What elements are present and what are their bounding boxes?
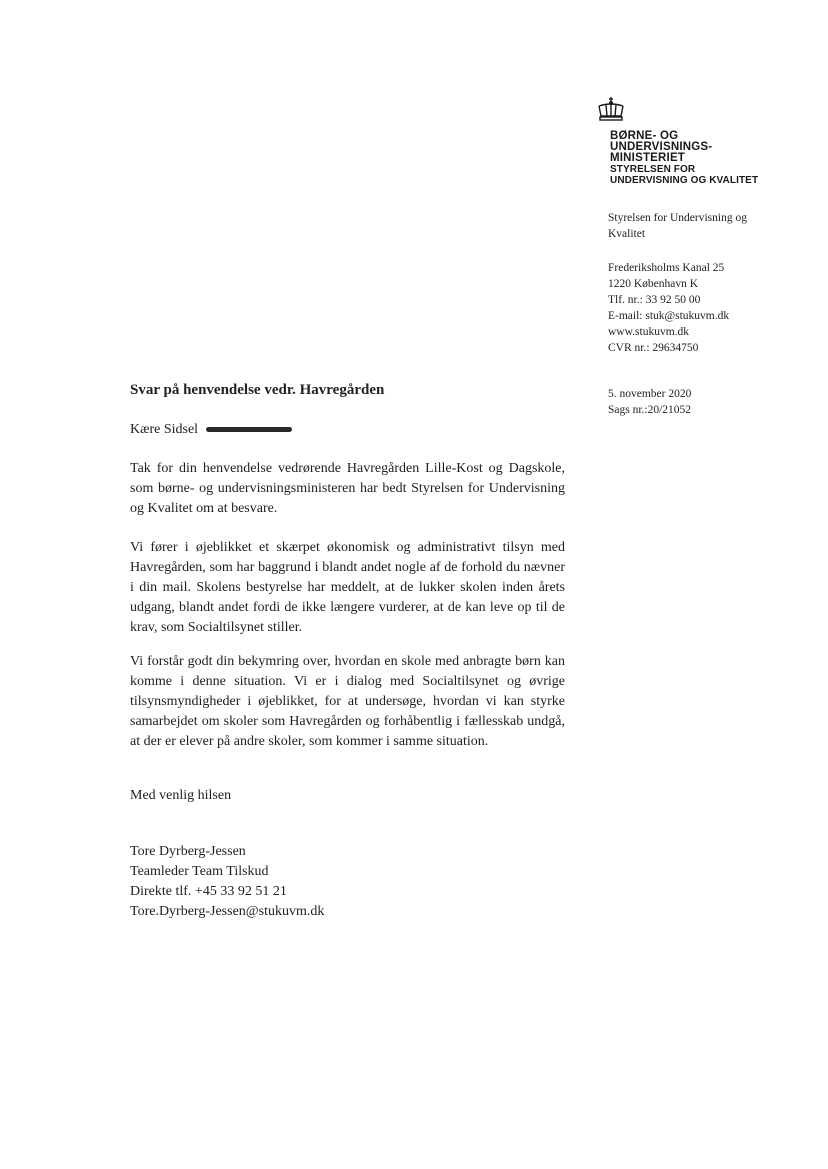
email-line: E-mail: stuk@stukuvm.dk: [608, 310, 730, 322]
body-paragraph: Vi forstår godt din bekymring over, hvordan en skole med anbragte børn kan komme i denne situation. Vi er i dialog med Socialtilsynet og øvrige tilsynsmyndigheder i øjeblikket, for at undersøge, hvordan vi kan styrke samarbejdet om skoler som Havregården og forhåbentlig i fællesskab undgå, at der er elever på andre skoler, som kommer i samme situation.: [130, 654, 565, 749]
letter-meta: [608, 386, 691, 418]
agency-line: STYRELSEN FOR: [610, 164, 696, 175]
body-paragraph: Tak for din henvendelse vedrørende Havregården Lille-Kost og Dagskole, som børne- og undervisningsministeren har bedt Styrelsen for Undervisning og Kvalitet om at besvare.: [130, 461, 565, 516]
letter-date: 5. november 2020: [608, 388, 692, 400]
cvr-line: CVR nr.: 29634750: [608, 342, 699, 354]
website-line: www.stukuvm.dk: [608, 326, 690, 338]
address-line: Frederiksholms Kanal 25: [608, 262, 725, 274]
case-number: Sags nr.:20/21052: [608, 404, 692, 416]
body-paragraph: Vi fører i øjeblikket et skærpet økonomisk og administrativt tilsyn med Havregården, som har baggrund i blandt andet nogle af de forhold du nævner i din mail. Skolens bestyrelse har meddelt, at de lukker skolen inden årets udgang, blandt andet fordi de ikke længere vurderer, at de kan leve op til de krav, som Socialtilsynet stiller.: [130, 540, 565, 635]
ministry-letterhead: [610, 131, 758, 186]
ministry-line: BØRNE- OG: [610, 130, 679, 142]
ministry-line: MINISTERIET: [610, 152, 686, 164]
phone-line: Tlf. nr.: 33 92 50 00: [608, 294, 701, 306]
sender-address: [608, 260, 729, 356]
sender-agency-name: Styrelsen for Undervisning og Kvalitet: [608, 212, 747, 240]
redacted-surname: [206, 427, 292, 432]
signer-name: Tore Dyrberg-Jessen: [130, 844, 246, 859]
closing-line: Med venlig hilsen: [130, 788, 232, 803]
signer-email: Tore.Dyrberg-Jessen@stukuvm.dk: [130, 904, 325, 919]
agency-line: UNDERVISNING OG KVALITET: [610, 175, 759, 186]
signer-title: Teamleder Team Tilskud: [130, 864, 269, 879]
greeting-line: [130, 422, 292, 438]
letter-subject: Svar på henvendelse vedr. Havregården: [130, 382, 385, 398]
crown-icon: [596, 96, 626, 122]
greeting-text: Kære Sidsel: [130, 422, 199, 437]
ministry-line: UNDERVISNINGS-: [610, 141, 713, 153]
address-line: 1220 København K: [608, 278, 699, 290]
signature-block: [130, 842, 324, 922]
signer-phone: Direkte tlf. +45 33 92 51 21: [130, 884, 287, 899]
